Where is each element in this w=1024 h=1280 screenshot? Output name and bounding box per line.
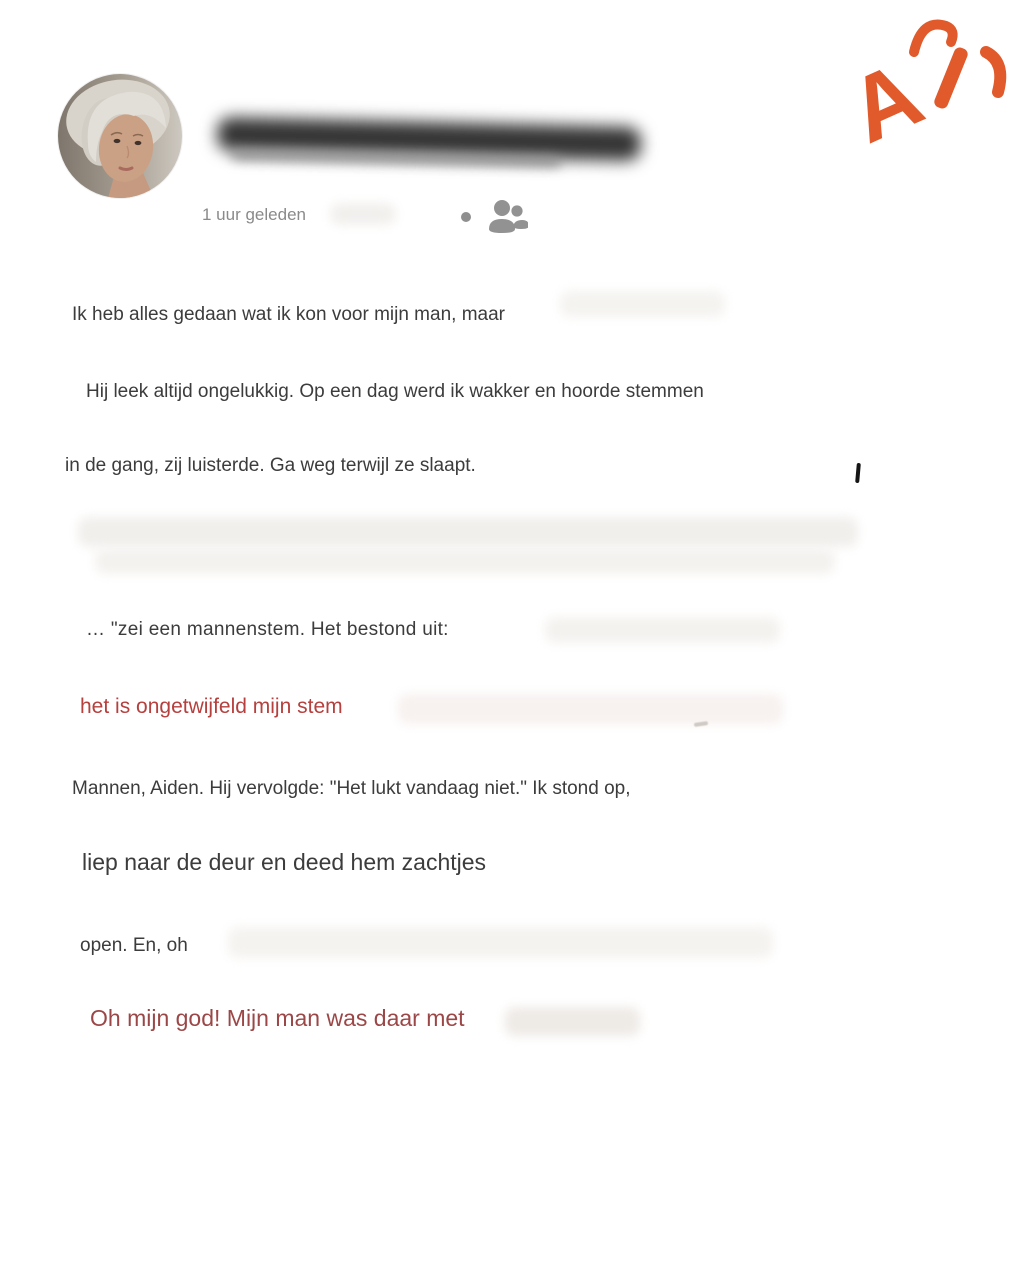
dot-separator-icon (461, 212, 471, 222)
post-text-line: open. En, oh (80, 935, 188, 956)
friends-audience-icon (486, 197, 528, 239)
post-text-line: … "zei een mannenstem. Het bestond uit: (86, 619, 449, 640)
post-timestamp: 1 uur geleden (202, 205, 306, 224)
post-text-line: liep naar de deur en deed hem zachtjes (82, 849, 487, 875)
stray-bar-mark (855, 463, 861, 483)
post-text-line-dark-red: Oh mijn god! Mijn man was daar met (90, 1005, 465, 1031)
avatar-image (58, 74, 182, 198)
erased-text-smudge (228, 927, 773, 958)
avatar[interactable] (58, 74, 182, 198)
erased-text-smudge (560, 291, 725, 317)
username-redacted (213, 110, 648, 172)
post-text-line: in de gang, zij luisterde. Ga weg terwijl ze slaapt. (65, 455, 476, 476)
post-text-line: Hij leek altijd ongelukkig. Op een dag werd ik wakker en hoorde stemmen (86, 381, 704, 402)
erased-text-smudge (95, 548, 835, 574)
erased-text-smudge (330, 203, 396, 225)
stray-dash-mark (694, 721, 708, 727)
erased-text-smudge (78, 517, 858, 547)
erased-text-smudge (505, 1007, 640, 1036)
erased-text-smudge (545, 617, 780, 643)
erased-text-smudge (398, 694, 783, 724)
ai-watermark (834, 0, 1024, 160)
post-text-line: Mannen, Aiden. Hij vervolgde: "Het lukt vandaag niet." Ik stond op, (72, 778, 631, 799)
post-text-line-red: het is ongetwijfeld mijn stem (80, 695, 343, 718)
ai-watermark-text: A (834, 42, 937, 160)
post-text-line: Ik heb alles gedaan wat ik kon voor mijn man, maar (72, 304, 505, 325)
